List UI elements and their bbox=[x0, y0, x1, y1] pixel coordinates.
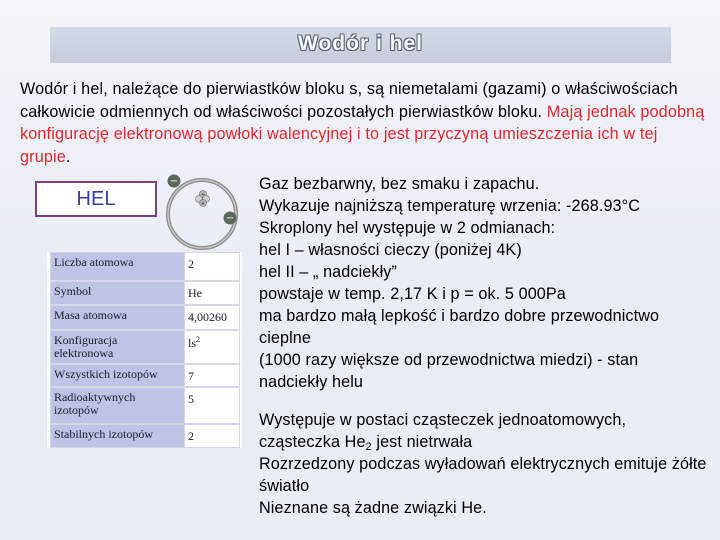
property-line: powstaje w temp. 2,17 K i p = ok. 5 000Pa bbox=[259, 285, 566, 303]
property-line: Wykazuje najniższą temperaturę wrzenia: -268.93°C bbox=[259, 197, 641, 215]
intro-text: Wodór i hel, należące do pierwiastków bloku s, są niemetalami (gazami) o właściwościach całkowicie odmiennych od właściwości pozostałych pierwiastków bloku. bbox=[20, 80, 678, 121]
table-value: 2 bbox=[184, 252, 240, 281]
element-label-box bbox=[35, 181, 157, 217]
property-line: hel II – „ nadciekły” bbox=[259, 263, 397, 281]
table-value: $ls^2$ bbox=[184, 330, 240, 364]
table-row bbox=[47, 281, 242, 305]
intro-paragraph bbox=[20, 78, 710, 168]
property-line: Skroplony hel występuje w 2 odmianach: bbox=[259, 219, 556, 237]
table-label: Liczba atomowa bbox=[50, 252, 230, 281]
table-label: Radioaktywnych izotopów bbox=[50, 387, 230, 424]
table-row bbox=[47, 387, 242, 424]
table-row bbox=[47, 305, 242, 330]
property-line: ma bardzo małą lepkość i bardzo dobre przewodnictwo cieplne bbox=[259, 307, 660, 347]
table-value: He bbox=[184, 281, 240, 305]
table-row bbox=[47, 364, 242, 387]
table-value: 4,00260 bbox=[184, 305, 240, 330]
property-line: (1000 razy większe od przewodnictwa miedzi) - stan nadciekły helu bbox=[259, 351, 639, 391]
title-bar bbox=[50, 27, 671, 63]
table-row bbox=[47, 424, 242, 448]
table-label: Konfiguracja elektronowa bbox=[50, 330, 230, 364]
helium-properties-list bbox=[259, 173, 709, 393]
table-value: 7 bbox=[184, 364, 240, 387]
table-value: 5 bbox=[184, 387, 240, 424]
electron-sign: − bbox=[169, 176, 179, 187]
element-properties-table bbox=[47, 252, 242, 448]
table-value: 2 bbox=[184, 424, 240, 448]
fact-line: Nieznane są żadne związki He. bbox=[259, 499, 487, 517]
table-label: Wszystkich izotopów bbox=[50, 364, 230, 387]
proton-sign: + bbox=[200, 192, 206, 198]
helium-atom-diagram bbox=[160, 172, 244, 256]
table-row bbox=[47, 330, 242, 364]
fact-line: Występuje w postaci cząsteczek jednoatomowych, cząsteczka $He_2$ jest nietrwała bbox=[259, 411, 627, 453]
element-label: HEL bbox=[76, 188, 116, 210]
table-label: Masa atomowa bbox=[50, 305, 230, 330]
table-label: Symbol bbox=[50, 281, 230, 305]
property-line: hel I – własności cieczy (poniżej 4K) bbox=[259, 241, 522, 259]
table-row bbox=[47, 252, 242, 281]
intro-highlight: Mają jednak podobną konfigurację elektronową powłoki walencyjnej i to jest przyczyną umieszczenia ich w tej grupie bbox=[20, 102, 705, 166]
fact-line: Rozrzedzony podczas wyładowań elektrycznych emituje żółte światło bbox=[259, 455, 707, 495]
page-title: Wodór i hel bbox=[298, 32, 423, 55]
intro-end: . bbox=[65, 147, 71, 166]
helium-facts-list bbox=[259, 409, 709, 519]
property-line: Gaz bezbarwny, bez smaku i zapachu. bbox=[259, 175, 540, 193]
proton-sign: + bbox=[200, 201, 206, 207]
electron-sign: − bbox=[225, 213, 235, 224]
table-label: Stabilnych izotopów bbox=[50, 424, 230, 448]
